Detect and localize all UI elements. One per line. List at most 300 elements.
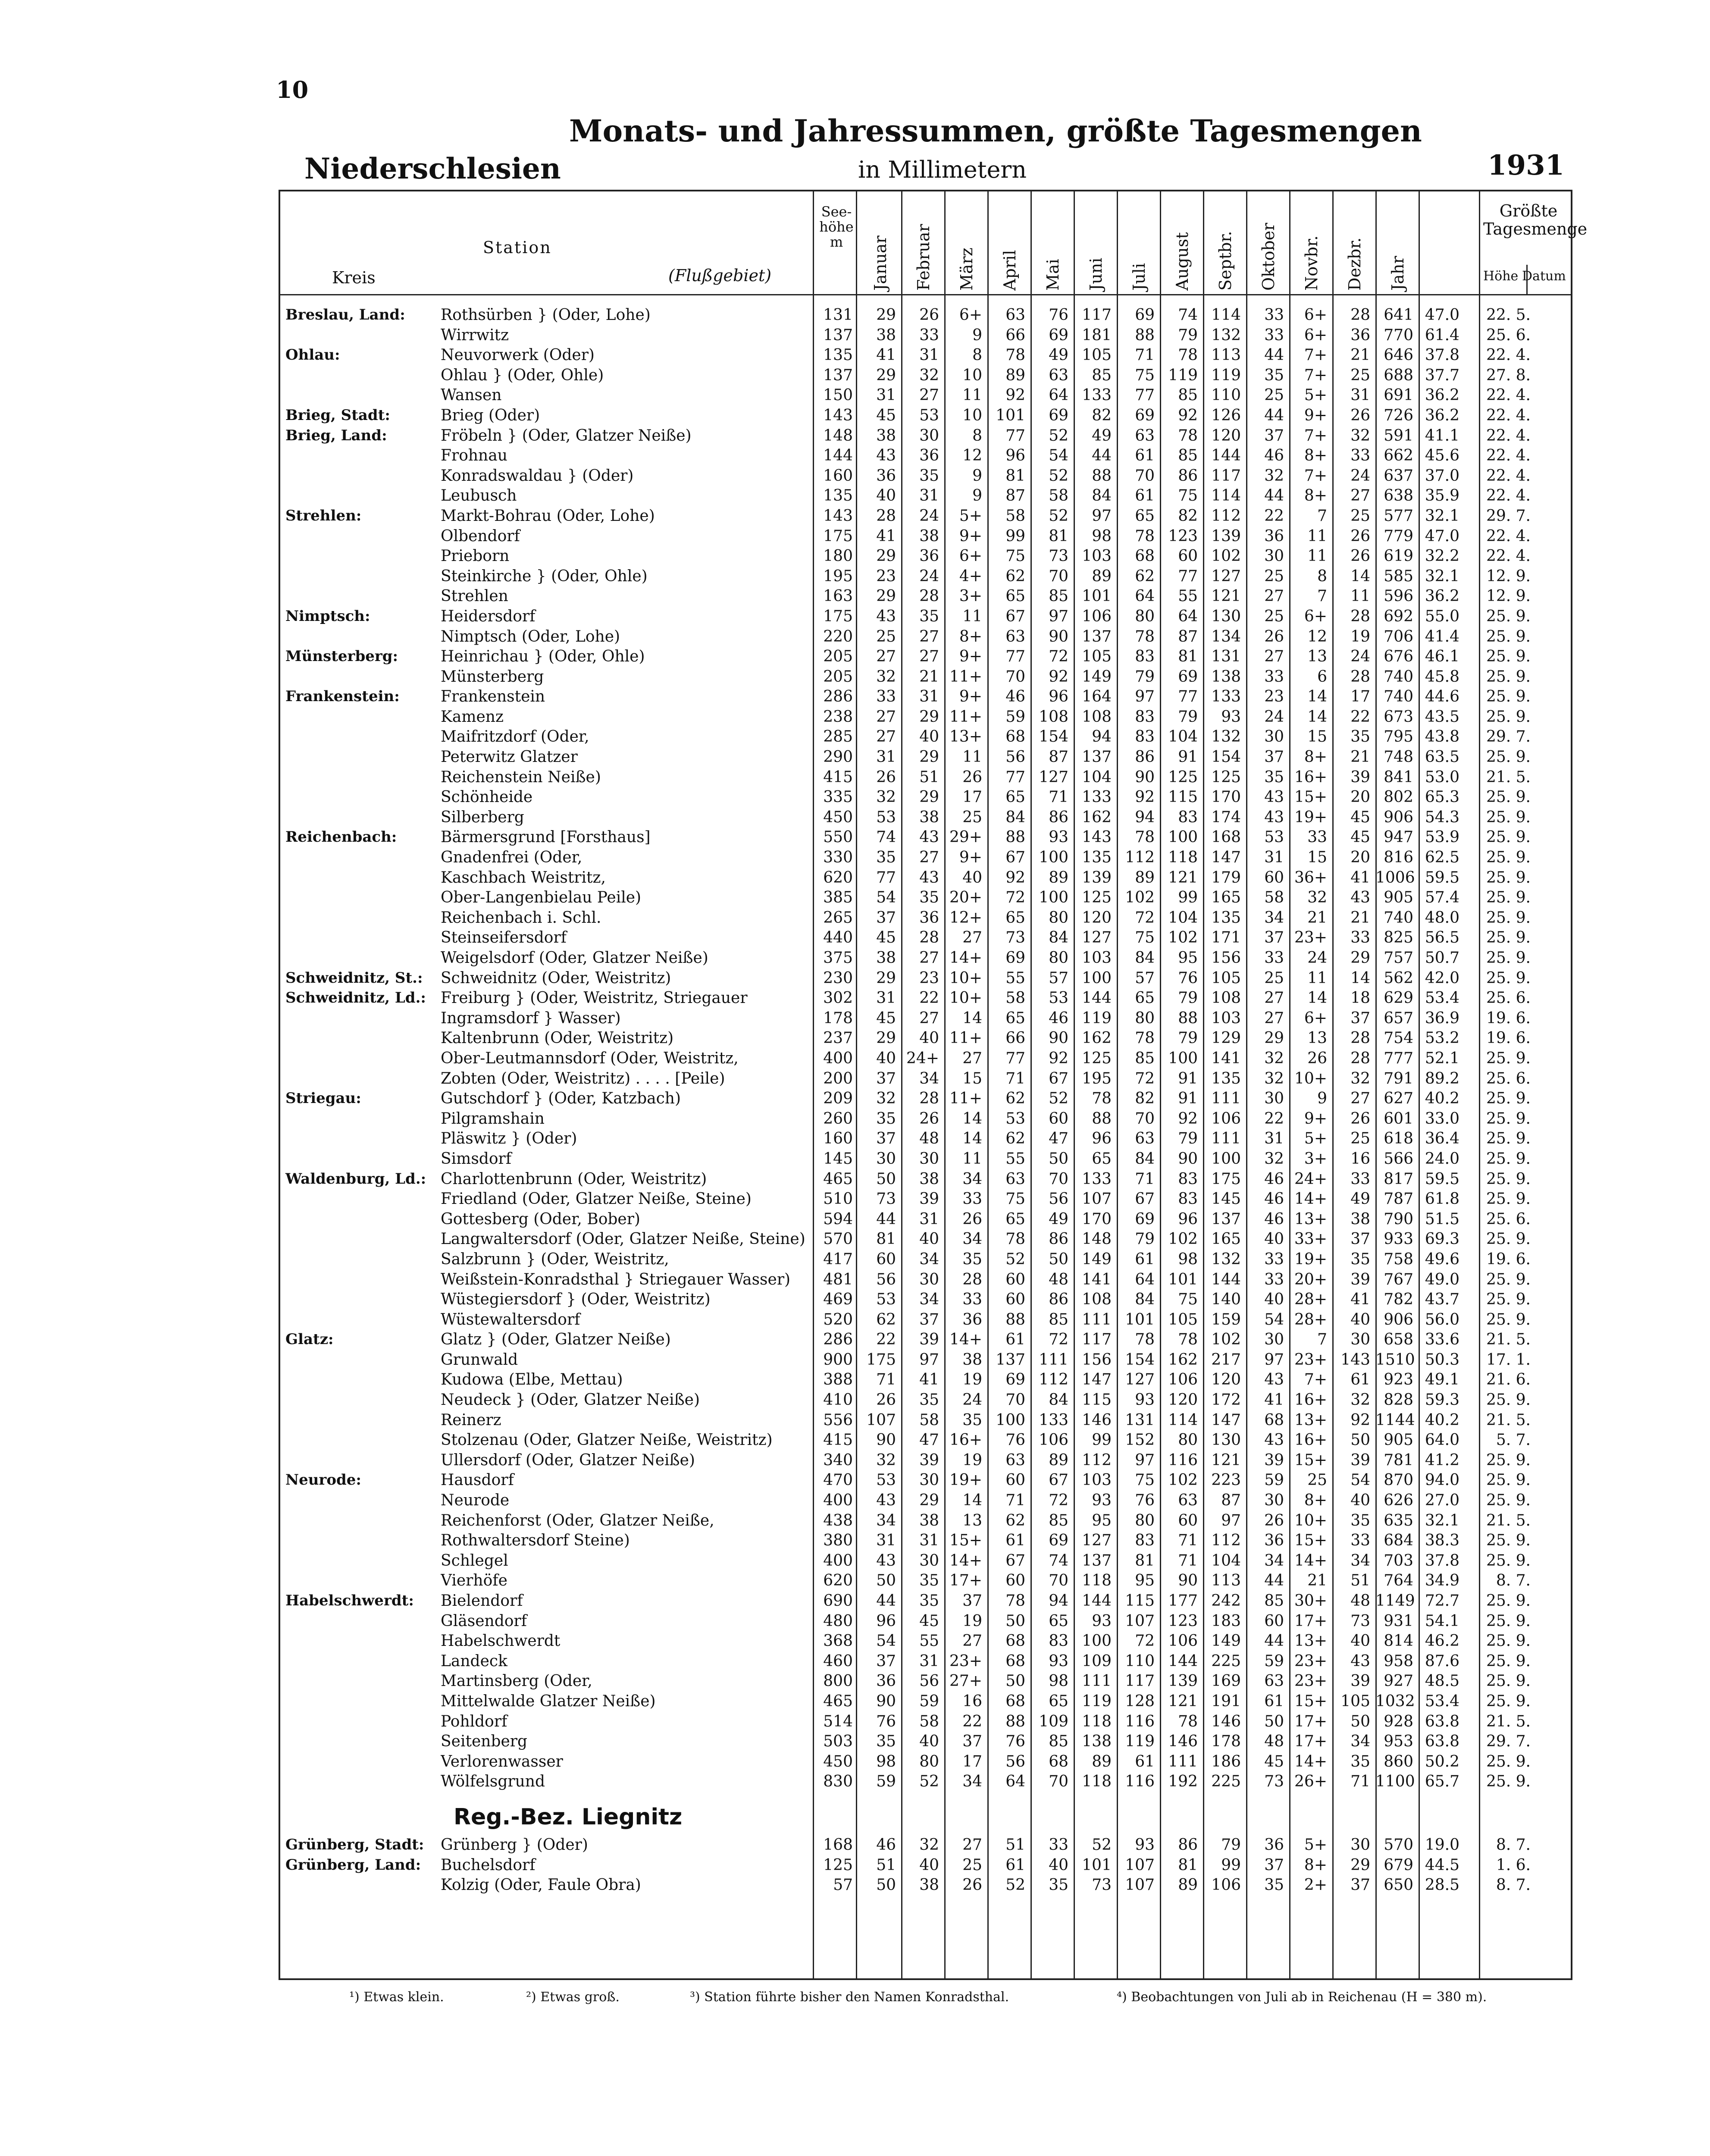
month-cell: 69 <box>1005 949 1025 967</box>
month-cell: 71 <box>1135 346 1155 364</box>
month-cell: 8+ <box>1304 1492 1327 1510</box>
page-title: Monats- und Jahressummen, größte Tagesmengen <box>569 113 1422 149</box>
month-cell: 156 <box>1082 1351 1112 1369</box>
max-height-cell: 46.1 <box>1425 648 1459 666</box>
month-cell: 19 <box>962 1451 982 1469</box>
month-cell: 16 <box>1350 1150 1370 1168</box>
month-cell: 35 <box>876 1733 896 1751</box>
month-cell: 95 <box>1178 949 1198 967</box>
month-cell: 72 <box>1135 909 1155 927</box>
header-station: Station <box>483 238 552 257</box>
max-date-cell: 25. 9. <box>1486 1471 1531 1489</box>
month-cell: 70 <box>1049 567 1068 585</box>
seehoehe-cell: 205 <box>823 648 853 666</box>
month-cell: 34 <box>962 1773 982 1791</box>
month-cell: 115 <box>1125 1592 1155 1610</box>
month-cell: 26 <box>1264 627 1284 646</box>
month-cell: 9 <box>1317 1090 1327 1108</box>
month-cell: 62 <box>1005 1130 1025 1148</box>
month-cell: 84 <box>1135 1150 1155 1168</box>
max-date-cell: 25. 9. <box>1486 828 1531 846</box>
jahr-cell: 692 <box>1384 607 1413 625</box>
jahr-cell: 777 <box>1384 1049 1413 1067</box>
max-date-cell: 22. 4. <box>1486 467 1531 485</box>
month-cell: 98 <box>1178 1250 1198 1268</box>
month-cell: 33 <box>1264 326 1284 344</box>
jahr-cell: 860 <box>1384 1752 1413 1771</box>
seehoehe-cell: 550 <box>823 828 853 846</box>
month-cell: 112 <box>1082 1451 1112 1469</box>
month-cell: 40 <box>919 728 939 746</box>
jahr-cell: 618 <box>1384 1130 1413 1148</box>
month-cell: 8+ <box>959 627 982 646</box>
month-cell: 33 <box>1264 306 1284 324</box>
month-cell: 109 <box>1082 1652 1112 1670</box>
month-cell: 11 <box>1307 969 1327 987</box>
month-cell: 62 <box>1005 1511 1025 1529</box>
month-cell: 137 <box>996 1351 1025 1369</box>
month-cell: 29 <box>876 1029 896 1047</box>
month-cell: 31 <box>919 688 939 706</box>
max-height-cell: 38.3 <box>1425 1532 1459 1550</box>
month-cell: 95 <box>1092 1511 1112 1529</box>
month-cell: 85 <box>1049 1310 1068 1329</box>
month-cell: 27 <box>1350 487 1370 505</box>
month-cell: 6 <box>1317 667 1327 686</box>
month-cell: 32 <box>1264 467 1284 485</box>
seehoehe-cell: 135 <box>823 487 853 505</box>
month-cell: 47 <box>919 1431 939 1449</box>
table-row <box>285 1855 1568 1875</box>
month-cell: 46 <box>1049 1009 1068 1027</box>
seehoehe-cell: 160 <box>823 467 853 485</box>
month-cell: 104 <box>1211 1551 1241 1570</box>
table-row <box>285 1611 1568 1631</box>
month-cell: 77 <box>1135 386 1155 404</box>
month-cell: 24 <box>962 1391 982 1409</box>
month-cell: 43 <box>919 828 939 846</box>
month-cell: 135 <box>1082 849 1112 867</box>
jahr-cell: 591 <box>1384 426 1413 445</box>
kreis-label: Waldenburg, Ld.: <box>285 1170 426 1188</box>
month-cell: 128 <box>1125 1692 1155 1710</box>
month-cell: 56 <box>1005 748 1025 766</box>
month-cell: 52 <box>1049 467 1068 485</box>
jahr-cell: 740 <box>1384 667 1413 686</box>
month-cell: 80 <box>1135 607 1155 625</box>
month-cell: 65 <box>1005 1210 1025 1228</box>
month-cell: 93 <box>1049 1652 1068 1670</box>
month-cell: 25 <box>876 627 896 646</box>
month-cell: 111 <box>1211 1130 1241 1148</box>
month-cell: 17 <box>962 1752 982 1771</box>
month-cell: 144 <box>1082 989 1112 1007</box>
month-cell: 29 <box>876 587 896 605</box>
max-date-cell: 25. 9. <box>1486 949 1531 967</box>
max-date-cell: 25. 9. <box>1486 1310 1531 1329</box>
month-cell: 8+ <box>1304 748 1327 766</box>
month-cell: 21 <box>1350 909 1370 927</box>
month-cell: 31 <box>919 346 939 364</box>
station-name: Seitenberg <box>441 1733 528 1751</box>
month-cell: 9+ <box>1304 406 1327 424</box>
table-row <box>285 706 1568 727</box>
month-cell: 79 <box>1135 1230 1155 1248</box>
max-height-cell: 69.3 <box>1425 1230 1459 1248</box>
max-height-cell: 40.2 <box>1425 1090 1459 1108</box>
month-cell: 64 <box>1005 1773 1025 1791</box>
month-cell: 107 <box>1125 1856 1155 1874</box>
month-cell: 100 <box>1082 1632 1112 1650</box>
seehoehe-cell: 137 <box>823 326 853 344</box>
header-month: Mai <box>1043 259 1062 291</box>
table-row <box>285 1651 1568 1671</box>
month-cell: 41 <box>919 1371 939 1389</box>
month-cell: 135 <box>1211 1069 1241 1087</box>
month-cell: 23+ <box>1294 1672 1327 1690</box>
month-cell: 119 <box>1168 366 1198 384</box>
month-cell: 20+ <box>949 889 982 907</box>
month-cell: 133 <box>1082 788 1112 806</box>
month-cell: 41 <box>876 527 896 545</box>
max-date-cell: 25. 9. <box>1486 1773 1531 1791</box>
month-cell: 78 <box>1135 527 1155 545</box>
month-cell: 20 <box>1350 849 1370 867</box>
month-cell: 195 <box>1082 1069 1112 1087</box>
month-cell: 79 <box>1178 1029 1198 1047</box>
month-cell: 38 <box>919 527 939 545</box>
jahr-cell: 767 <box>1384 1270 1413 1288</box>
month-cell: 36 <box>1264 1532 1284 1550</box>
month-cell: 7 <box>1317 507 1327 525</box>
month-cell: 67 <box>1049 1069 1068 1087</box>
kreis-label: Glatz: <box>285 1331 334 1348</box>
max-date-cell: 8. 7. <box>1496 1836 1531 1854</box>
jahr-cell: 923 <box>1384 1371 1413 1389</box>
max-date-cell: 25. 9. <box>1486 648 1531 666</box>
month-cell: 80 <box>919 1752 939 1771</box>
station-name: Kudowa (Elbe, Mettau) <box>441 1371 623 1389</box>
month-cell: 10+ <box>949 969 982 987</box>
month-cell: 33 <box>919 326 939 344</box>
month-cell: 111 <box>1211 1090 1241 1108</box>
max-date-cell: 25. 9. <box>1486 969 1531 987</box>
month-cell: 14+ <box>1294 1551 1327 1570</box>
seehoehe-cell: 620 <box>823 868 853 887</box>
max-height-cell: 61.8 <box>1425 1190 1459 1208</box>
max-height-cell: 45.8 <box>1425 667 1459 686</box>
month-cell: 32 <box>1350 426 1370 445</box>
month-cell: 32 <box>919 366 939 384</box>
jahr-cell: 657 <box>1384 1009 1413 1027</box>
month-cell: 50 <box>876 1572 896 1590</box>
max-height-cell: 55.0 <box>1425 607 1459 625</box>
month-cell: 43 <box>1264 1431 1284 1449</box>
month-cell: 6+ <box>1304 607 1327 625</box>
seehoehe-cell: 470 <box>823 1471 853 1489</box>
seehoehe-cell: 175 <box>823 607 853 625</box>
month-cell: 50 <box>876 1876 896 1894</box>
max-date-cell: 25. 9. <box>1486 1492 1531 1510</box>
month-cell: 32 <box>1264 1069 1284 1087</box>
station-name: Friedland (Oder, Glatzer Neiße, Steine) <box>441 1190 752 1208</box>
month-cell: 95 <box>1135 1572 1155 1590</box>
month-cell: 60 <box>1178 1511 1198 1529</box>
month-cell: 60 <box>1264 1612 1284 1630</box>
max-height-cell: 42.0 <box>1425 969 1459 987</box>
month-cell: 45 <box>1350 808 1370 826</box>
month-cell: 119 <box>1082 1692 1112 1710</box>
month-cell: 110 <box>1211 386 1241 404</box>
month-cell: 92 <box>1178 406 1198 424</box>
max-height-cell: 36.2 <box>1425 386 1459 404</box>
month-cell: 13+ <box>1294 1632 1327 1650</box>
month-cell: 32 <box>876 1090 896 1108</box>
max-date-cell: 21. 5. <box>1486 768 1531 786</box>
month-cell: 130 <box>1211 1431 1241 1449</box>
station-name: Reichenforst (Oder, Glatzer Neiße, <box>441 1511 714 1529</box>
month-cell: 100 <box>1168 828 1198 846</box>
station-name: Reichenbach i. Schl. <box>441 909 601 927</box>
month-cell: 38 <box>1350 1210 1370 1228</box>
month-cell: 100 <box>1168 1049 1198 1067</box>
month-cell: 118 <box>1082 1712 1112 1730</box>
month-cell: 59 <box>919 1692 939 1710</box>
max-height-cell: 36.2 <box>1425 587 1459 605</box>
month-cell: 30 <box>876 1150 896 1168</box>
month-cell: 5+ <box>1304 1836 1327 1854</box>
month-cell: 14+ <box>949 949 982 967</box>
max-height-cell: 37.7 <box>1425 366 1459 384</box>
max-date-cell: 22. 4. <box>1486 426 1531 445</box>
seehoehe-cell: 375 <box>823 949 853 967</box>
month-cell: 32 <box>1350 1391 1370 1409</box>
max-date-cell: 22. 4. <box>1486 527 1531 545</box>
month-cell: 67 <box>1005 1551 1025 1570</box>
month-cell: 181 <box>1082 326 1112 344</box>
month-cell: 14 <box>962 1109 982 1128</box>
month-cell: 71 <box>1049 788 1068 806</box>
max-height-cell: 49.0 <box>1425 1270 1459 1288</box>
max-height-cell: 53.4 <box>1425 1692 1459 1710</box>
month-cell: 56 <box>1005 1752 1025 1771</box>
month-cell: 29+ <box>949 828 982 846</box>
month-cell: 78 <box>1178 346 1198 364</box>
month-cell: 69 <box>1135 406 1155 424</box>
month-cell: 22 <box>962 1712 982 1730</box>
month-cell: 15 <box>1307 728 1327 746</box>
month-cell: 43 <box>1264 788 1284 806</box>
month-cell: 35 <box>919 607 939 625</box>
month-cell: 101 <box>1168 1270 1198 1288</box>
month-cell: 15+ <box>949 1532 982 1550</box>
month-cell: 79 <box>1178 1130 1198 1148</box>
month-cell: 147 <box>1211 849 1241 867</box>
month-cell: 92 <box>1350 1411 1370 1429</box>
month-cell: 49 <box>1049 346 1068 364</box>
month-cell: 174 <box>1211 808 1241 826</box>
kreis-label: Habelschwerdt: <box>285 1592 414 1609</box>
max-height-cell: 49.6 <box>1425 1250 1459 1268</box>
month-cell: 38 <box>919 1511 939 1529</box>
month-cell: 43 <box>1350 889 1370 907</box>
month-cell: 84 <box>1049 1391 1068 1409</box>
month-cell: 7 <box>1317 587 1327 605</box>
seehoehe-cell: 465 <box>823 1692 853 1710</box>
month-cell: 37 <box>876 1652 896 1670</box>
month-cell: 61 <box>1005 1532 1025 1550</box>
month-cell: 141 <box>1082 1270 1112 1288</box>
month-cell: 43 <box>876 447 896 465</box>
jahr-cell: 635 <box>1384 1511 1413 1529</box>
station-name: Schweidnitz (Oder, Weistritz) <box>441 969 671 987</box>
month-cell: 29 <box>876 306 896 324</box>
month-cell: 78 <box>1178 426 1198 445</box>
max-date-cell: 25. 9. <box>1486 889 1531 907</box>
month-cell: 40 <box>1264 1291 1284 1309</box>
table-row <box>285 927 1568 947</box>
month-cell: 33 <box>1264 667 1284 686</box>
table-row <box>285 947 1568 968</box>
month-cell: 146 <box>1168 1733 1198 1751</box>
jahr-cell: 905 <box>1384 889 1413 907</box>
max-height-cell: 63.8 <box>1425 1733 1459 1751</box>
month-cell: 65 <box>1092 1150 1112 1168</box>
month-cell: 104 <box>1082 768 1112 786</box>
month-cell: 61 <box>1005 1331 1025 1349</box>
station-name: Frohnau <box>441 447 507 465</box>
jahr-cell: 814 <box>1384 1632 1413 1650</box>
max-date-cell: 8. 7. <box>1496 1876 1531 1894</box>
month-cell: 9+ <box>959 527 982 545</box>
month-cell: 54 <box>1264 1310 1284 1329</box>
table-row <box>285 1269 1568 1289</box>
station-name: Wüstewaltersdorf <box>441 1310 580 1329</box>
month-cell: 26+ <box>1294 1773 1327 1791</box>
max-height-cell: 45.6 <box>1425 447 1459 465</box>
month-cell: 14 <box>1350 969 1370 987</box>
month-cell: 61 <box>1350 1371 1370 1389</box>
month-cell: 58 <box>1264 889 1284 907</box>
month-cell: 103 <box>1082 949 1112 967</box>
month-cell: 26 <box>1350 527 1370 545</box>
month-cell: 40 <box>1350 1492 1370 1510</box>
max-date-cell: 19. 6. <box>1486 1250 1531 1268</box>
month-cell: 91 <box>1178 1090 1198 1108</box>
table-row <box>285 1228 1568 1249</box>
month-cell: 84 <box>1135 1291 1155 1309</box>
month-cell: 33 <box>1049 1836 1068 1854</box>
month-cell: 92 <box>1178 1109 1198 1128</box>
month-cell: 64 <box>1135 587 1155 605</box>
month-cell: 127 <box>1039 768 1068 786</box>
jahr-cell: 726 <box>1384 406 1413 424</box>
month-cell: 113 <box>1211 346 1241 364</box>
month-cell: 17 <box>962 788 982 806</box>
month-cell: 63 <box>1049 366 1068 384</box>
max-height-cell: 19.0 <box>1425 1836 1459 1854</box>
max-date-cell: 25. 9. <box>1486 1632 1531 1650</box>
month-cell: 33 <box>1264 1250 1284 1268</box>
header-month: Januar <box>871 235 890 291</box>
month-cell: 83 <box>1135 648 1155 666</box>
month-cell: 13+ <box>1294 1210 1327 1228</box>
table-row <box>285 987 1568 1008</box>
month-cell: 115 <box>1168 788 1198 806</box>
seehoehe-cell: 160 <box>823 1130 853 1148</box>
table-row <box>285 1209 1568 1229</box>
month-cell: 27+ <box>949 1672 982 1690</box>
month-cell: 105 <box>1168 1310 1198 1329</box>
month-cell: 36 <box>1264 527 1284 545</box>
month-cell: 15+ <box>1294 1451 1327 1469</box>
seehoehe-cell: 143 <box>823 406 853 424</box>
month-cell: 44 <box>1264 1572 1284 1590</box>
max-date-cell: 29. 7. <box>1486 1733 1531 1751</box>
kreis-label: Schweidnitz, St.: <box>285 969 423 987</box>
month-cell: 73 <box>1092 1876 1112 1894</box>
max-date-cell: 12. 9. <box>1486 567 1531 585</box>
max-date-cell: 25. 9. <box>1486 1592 1531 1610</box>
table-row <box>285 1490 1568 1510</box>
max-date-cell: 25. 9. <box>1486 688 1531 706</box>
month-cell: 145 <box>1211 1190 1241 1208</box>
max-height-cell: 32.1 <box>1425 507 1459 525</box>
month-cell: 165 <box>1211 889 1241 907</box>
station-name: Buchelsdorf <box>441 1856 536 1874</box>
max-date-cell: 25. 9. <box>1486 1109 1531 1128</box>
month-cell: 144 <box>1211 447 1241 465</box>
month-cell: 40 <box>919 1733 939 1751</box>
month-cell: 89 <box>1049 1451 1068 1469</box>
table-row <box>285 1450 1568 1470</box>
max-height-cell: 89.2 <box>1425 1069 1459 1087</box>
month-cell: 46 <box>1264 447 1284 465</box>
month-cell: 35 <box>1350 1250 1370 1268</box>
month-cell: 11+ <box>949 1090 982 1108</box>
month-cell: 35 <box>1264 366 1284 384</box>
month-cell: 11 <box>962 748 982 766</box>
station-name: Wirrwitz <box>441 326 509 344</box>
month-cell: 96 <box>1005 447 1025 465</box>
month-cell: 9+ <box>959 648 982 666</box>
month-cell: 32 <box>876 667 896 686</box>
table-row <box>285 646 1568 666</box>
month-cell: 26 <box>1307 1049 1327 1067</box>
month-cell: 35 <box>1049 1876 1068 1894</box>
month-cell: 27 <box>876 728 896 746</box>
month-cell: 31 <box>1350 386 1370 404</box>
jahr-cell: 906 <box>1384 1310 1413 1329</box>
month-cell: 60 <box>1049 1109 1068 1128</box>
month-cell: 75 <box>1005 547 1025 565</box>
max-date-cell: 21. 5. <box>1486 1511 1531 1529</box>
month-cell: 147 <box>1082 1371 1112 1389</box>
month-cell: 72 <box>1049 648 1068 666</box>
station-name: Konradswaldau } (Oder) <box>441 467 634 485</box>
month-cell: 3+ <box>959 587 982 605</box>
max-date-cell: 25. 9. <box>1486 1451 1531 1469</box>
month-cell: 62 <box>1135 567 1155 585</box>
month-cell: 43 <box>919 868 939 887</box>
station-name: Prieborn <box>441 547 510 565</box>
station-name: Reichenstein Neiße) <box>441 768 601 786</box>
month-cell: 18 <box>1350 989 1370 1007</box>
month-cell: 171 <box>1211 929 1241 947</box>
month-cell: 16 <box>962 1692 982 1710</box>
seehoehe-cell: 520 <box>823 1310 853 1329</box>
month-cell: 89 <box>1092 1752 1112 1771</box>
